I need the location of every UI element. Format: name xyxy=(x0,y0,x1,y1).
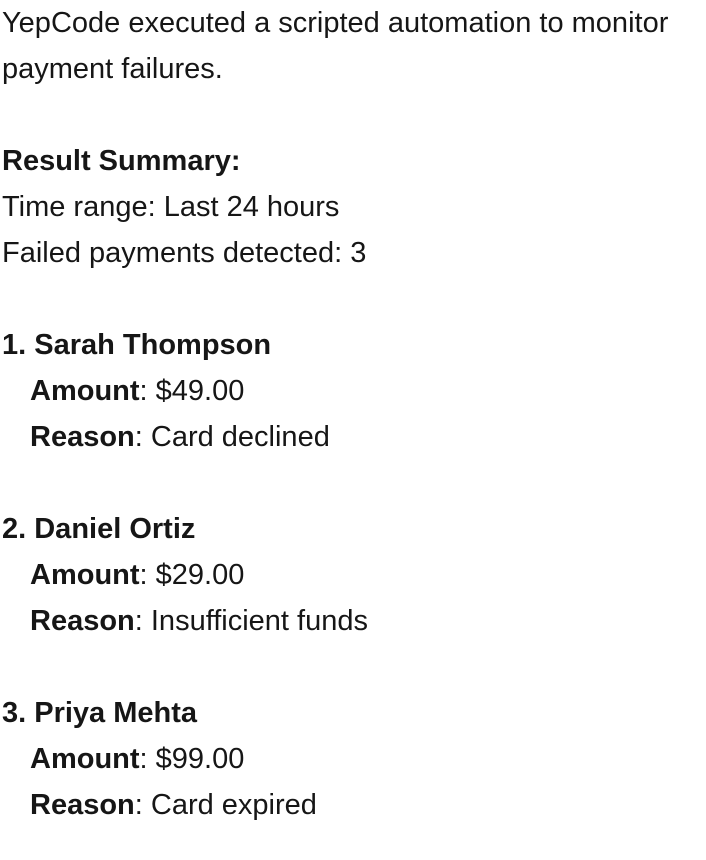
amount-value: : $49.00 xyxy=(139,375,245,407)
payment-reason-line xyxy=(2,782,704,828)
payment-reason-line xyxy=(2,414,704,460)
reason-value: : Insufficient funds xyxy=(134,605,368,637)
payment-amount-line xyxy=(2,736,704,782)
payment-name-line: 1. Sarah Thompson xyxy=(2,329,272,361)
amount-value: : $29.00 xyxy=(139,559,245,591)
failed-payments-count-line: Failed payments detected: 3 xyxy=(2,237,367,269)
amount-value: : $99.00 xyxy=(139,743,245,775)
reason-label: Reason xyxy=(30,421,135,453)
payment-amount-line xyxy=(2,368,704,414)
reason-value: : Card declined xyxy=(134,421,330,453)
payment-item-2 xyxy=(2,506,704,644)
reason-label: Reason xyxy=(30,605,135,637)
payment-item-3 xyxy=(2,690,704,828)
payment-name-line: 2. Daniel Ortiz xyxy=(2,513,196,545)
payment-item-1 xyxy=(2,322,704,460)
result-summary-heading: Result Summary: xyxy=(2,145,241,177)
result-summary-section xyxy=(2,138,704,276)
payment-name-line: 3. Priya Mehta xyxy=(2,697,198,729)
intro-paragraph: YepCode executed a scripted automation to monitor payment failures. xyxy=(2,7,669,85)
time-range-line: Time range: Last 24 hours xyxy=(2,191,340,223)
amount-label: Amount xyxy=(30,743,140,775)
amount-label: Amount xyxy=(30,559,140,591)
payment-reason-line xyxy=(2,598,704,644)
reason-value: : Card expired xyxy=(134,789,317,821)
reason-label: Reason xyxy=(30,789,135,821)
amount-label: Amount xyxy=(30,375,140,407)
payment-amount-line xyxy=(2,552,704,598)
